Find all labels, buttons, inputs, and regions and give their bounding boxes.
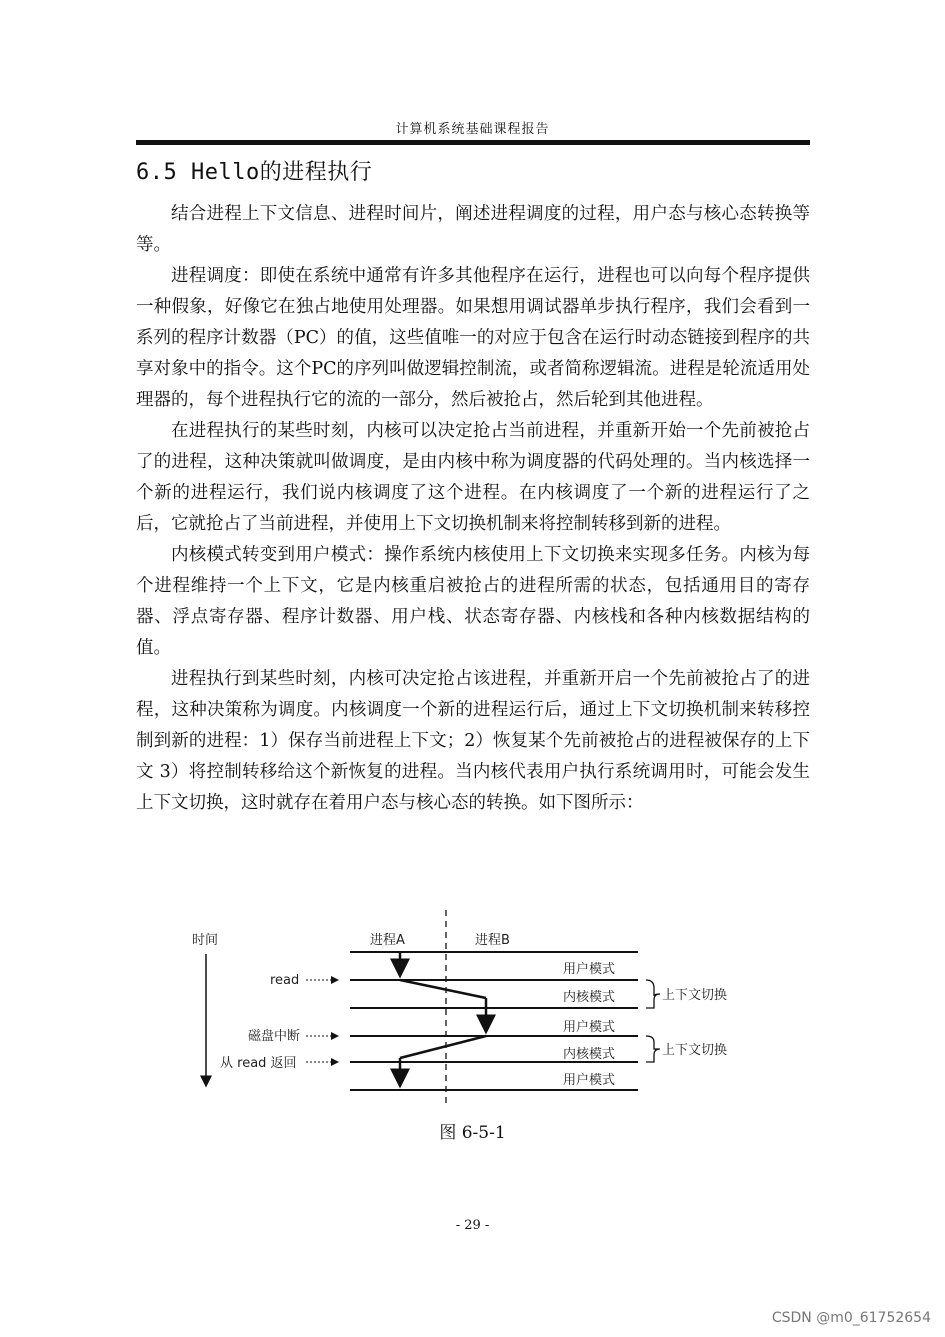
mode-label: 用户模式 xyxy=(563,1073,616,1088)
section-title: 6.5 Hello的进程执行 xyxy=(136,160,373,185)
context-switch-label: 上下文切换 xyxy=(662,988,728,1003)
mode-label: 用户模式 xyxy=(563,962,616,977)
paragraph: 内核模式转变到用户模式：操作系统内核使用上下文切换来实现多任务。内核为每个进程维持一个上下文，它是内核重启被抢占的进程所需的状态，包括通用目的寄存器、浮点寄存器、程序计数器、用户栈、状态寄存器、内核栈和各种内核数据结构的值。 xyxy=(136,545,810,658)
paragraph: 进程执行到某些时刻，内核可决定抢占该进程，并重新开启一个先前被抢占了的进程，这种决策称为调度。内核调度一个新的进程运行后，通过上下文切换机制来转移控制到新的进程：1）保存当前进程上下文；2）恢复某个先前被抢占的进程被保存的上下文 3）将控制转移给这个新恢复的进程。当内核代表用户执行系统调用时，可能会发生上下文切换，这时就存在着用户态与核心态的转换。如下图所示： xyxy=(136,669,810,813)
running-header: 计算机系统基础课程报告 xyxy=(395,122,550,137)
watermark: CSDN @m0_61752654 xyxy=(771,1310,931,1326)
header-rule xyxy=(136,140,810,145)
mode-label: 内核模式 xyxy=(563,990,616,1005)
process-a-label: 进程A xyxy=(370,933,405,948)
mode-label: 内核模式 xyxy=(563,1047,616,1062)
context-switch-label: 上下文切换 xyxy=(662,1043,728,1058)
figure-caption: 图 6-5-1 xyxy=(439,1123,506,1143)
event-disk-interrupt-label: 磁盘中断 xyxy=(248,1029,301,1044)
process-b-label: 进程B xyxy=(475,933,510,948)
paragraph: 结合进程上下文信息、进程时间片，阐述进程调度的过程，用户态与核心态转换等等。 xyxy=(136,204,810,255)
context-switch-figure xyxy=(178,910,738,1108)
event-read-label: read xyxy=(270,973,300,988)
event-return-label: 从 read 返回 xyxy=(220,1056,297,1071)
paragraph: 在进程执行的某些时刻，内核可以决定抢占当前进程，并重新开始一个先前被抢占了的进程，这种决策就叫做调度，是由内核中称为调度器的代码处理的。当内核选择一个新的进程运行，我们说内核调度了这个进程。在内核调度了一个新的进程运行了之后，它就抢占了当前进程，并使用上下文切换机制来将控制转移到新的进程。 xyxy=(136,421,810,534)
flow-line xyxy=(400,1036,486,1058)
time-label: 时间 xyxy=(192,933,219,948)
mode-label: 用户模式 xyxy=(563,1020,616,1035)
paragraph: 进程调度：即使在系统中通常有许多其他程序在运行，进程也可以向每个程序提供一种假象，好像它在独占地使用处理器。如果想用调试器单步执行程序，我们会看到一系列的程序计数器（PC）的值，这些值唯一的对应于包含在运行时动态链接到程序的共享对象中的指令。这个PC的序列叫做逻辑控制流，或者简称逻辑流。进程是轮流适用处理器的，每个进程执行它的流的一部分，然后被抢占，然后轮到其他进程。 xyxy=(136,266,810,410)
brace xyxy=(646,1036,660,1062)
page-number: - 29 - xyxy=(455,1218,490,1233)
flow-line xyxy=(400,980,486,998)
context-switch-diagram xyxy=(178,910,738,1108)
body-text xyxy=(136,199,810,819)
brace xyxy=(646,980,660,1008)
